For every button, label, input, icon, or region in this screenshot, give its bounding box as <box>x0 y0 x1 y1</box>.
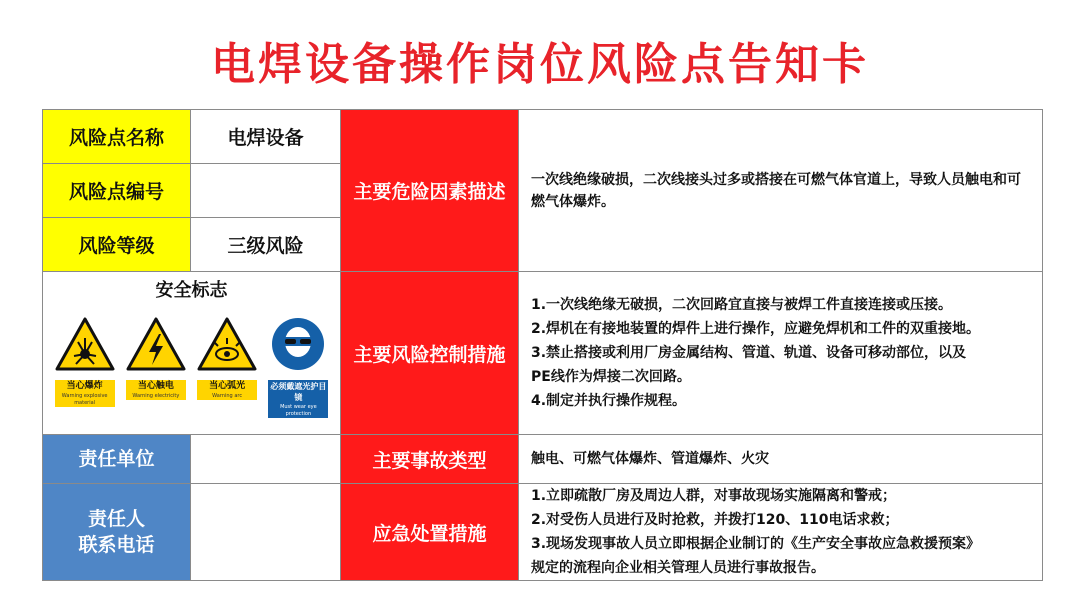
risk-control-item: 4.制定并执行操作规程。 <box>531 393 687 409</box>
emergency-item: 1.立即疏散厂房及周边人群，对事故现场实施隔离和警戒； <box>531 488 897 504</box>
risk-code-label: 风险点编号 <box>43 164 191 218</box>
hazard-description-label: 主要危险因素描述 <box>341 110 519 272</box>
sign-electric-caption: 当心触电 <box>126 380 186 393</box>
sign-eye-protection-sub: Must wear eye protection <box>268 404 328 418</box>
sign-electric <box>123 316 189 400</box>
responsible-unit-label: 责任单位 <box>43 435 191 484</box>
sign-electric-sub: Warning electricity <box>126 393 186 400</box>
contact-label <box>43 484 191 581</box>
accident-type-label: 主要事故类型 <box>341 435 519 484</box>
accident-type-text: 触电、可燃气体爆炸、管道爆炸、火灾 <box>519 435 1043 484</box>
contact-label-line2: 联系电话 <box>78 534 155 556</box>
emergency-list <box>519 484 1043 581</box>
risk-level-value: 三级风险 <box>191 218 341 272</box>
hazard-description-text: 一次线绝缘破损，二次线接头过多或搭接在可燃气体官道上，导致人员触电和可燃气体爆炸。 <box>519 110 1043 272</box>
risk-control-label: 主要风险控制措施 <box>341 272 519 435</box>
sign-explosion-sub: Warning explosive material <box>55 393 115 407</box>
emergency-item: 3.现场发现事故人员立即根据企业制订的《生产安全事故应急救援预案》 <box>531 536 981 552</box>
safety-signs-row <box>43 302 340 418</box>
risk-level-label: 风险等级 <box>43 218 191 272</box>
sign-explosion <box>52 316 118 407</box>
risk-control-item: 2.焊机在有接地装置的焊件上进行操作，应避免焊机和工件的双重接地。 <box>531 321 981 337</box>
emergency-label: 应急处置措施 <box>341 484 519 581</box>
explosion-warning-icon <box>54 316 116 372</box>
risk-info-table <box>42 109 1043 581</box>
sign-eye-protection-caption: 必须戴遮光护目镜 <box>270 382 327 402</box>
sign-arc-sub: Warning arc <box>197 393 257 400</box>
eye-protection-mandatory-icon <box>267 316 329 372</box>
risk-control-item: 3.禁止搭接或利用厂房金属结构、管道、轨道、设备可移动部位，以及 <box>531 345 967 361</box>
contact-value <box>191 484 341 581</box>
sign-arc-caption: 当心弧光 <box>197 380 257 393</box>
safety-signs-label: 安全标志 <box>155 280 228 301</box>
emergency-item: 规定的流程向企业相关管理人员进行事故报告。 <box>531 560 825 576</box>
electric-shock-warning-icon <box>125 316 187 372</box>
emergency-item: 2.对受伤人员进行及时抢救，并拨打120、110电话求救； <box>531 512 899 528</box>
risk-control-item: 1.一次线绝缘无破损，二次回路宜直接与被焊工件直接连接或压接。 <box>531 297 953 313</box>
sign-arc <box>194 316 260 400</box>
risk-code-value <box>191 164 341 218</box>
arc-warning-icon <box>196 316 258 372</box>
risk-control-list <box>519 272 1043 435</box>
responsible-unit-value <box>191 435 341 484</box>
risk-control-item: PE线作为焊接二次回路。 <box>531 369 691 385</box>
contact-label-line1: 责任人 <box>87 508 145 530</box>
risk-name-value: 电焊设备 <box>191 110 341 164</box>
sign-eye-protection <box>265 316 331 418</box>
sign-explosion-caption: 当心爆炸 <box>55 380 115 393</box>
card-title: 电焊设备操作岗位风险点告知卡 <box>211 39 869 90</box>
safety-signs-cell <box>43 272 341 435</box>
risk-name-label: 风险点名称 <box>43 110 191 164</box>
